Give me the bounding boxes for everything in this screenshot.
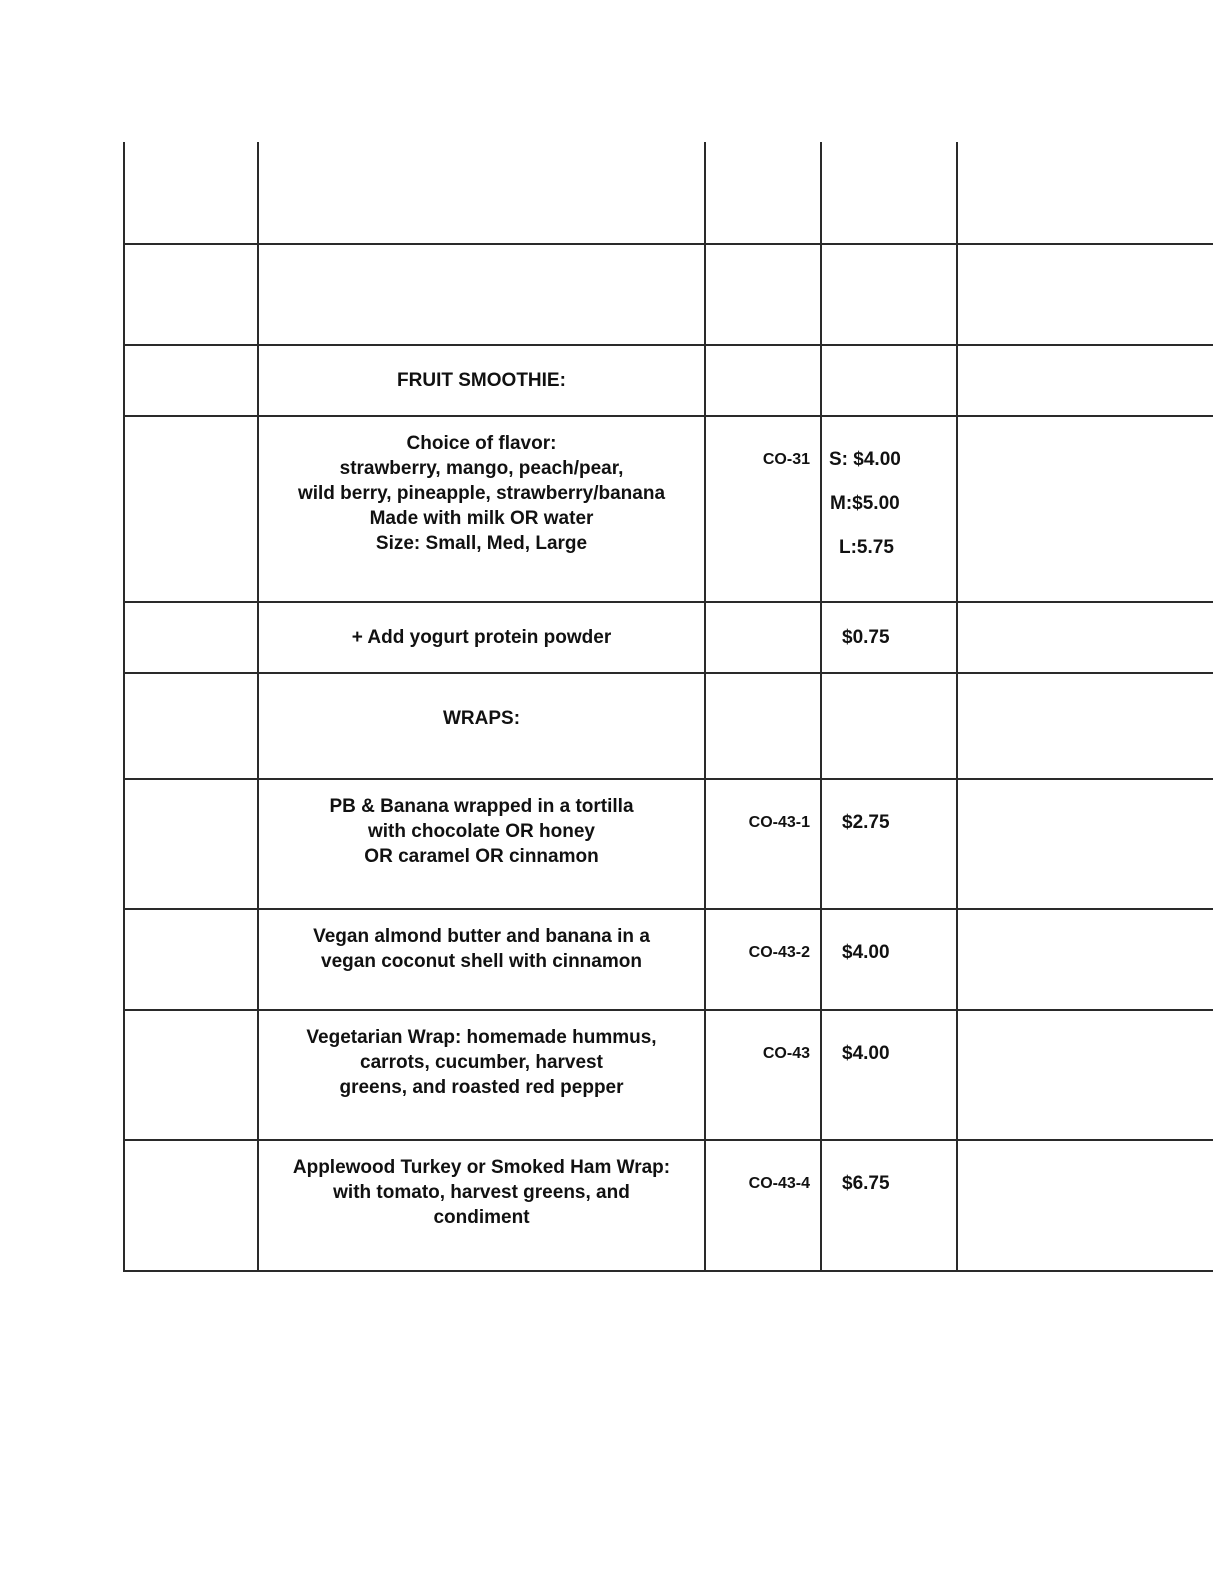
price-cell	[821, 142, 957, 244]
item-code: CO-31	[705, 416, 821, 602]
description-line: greens, and roasted red pepper	[339, 1077, 624, 1098]
description-cell	[258, 142, 705, 244]
table-row	[124, 1010, 1213, 1140]
table-row	[124, 244, 1213, 345]
table-row	[124, 602, 1213, 673]
row-blank-cell	[124, 602, 258, 673]
description-line: condiment	[433, 1207, 530, 1228]
notes-cell	[957, 244, 1213, 345]
description-line: with tomato, harvest greens, and	[333, 1182, 630, 1203]
price-cell	[821, 673, 957, 779]
description-line: Made with milk OR water	[369, 508, 594, 529]
row-blank-cell	[124, 142, 258, 244]
table-row	[124, 779, 1213, 909]
notes-cell	[957, 779, 1213, 909]
item-code: CO-43-1	[705, 779, 821, 909]
description-line: Vegan almond butter and banana in a	[313, 926, 650, 947]
notes-cell	[957, 909, 1213, 1010]
item-price: $4.00	[821, 1010, 957, 1140]
row-blank-cell	[124, 909, 258, 1010]
description-cell	[258, 779, 705, 909]
table-row	[124, 1140, 1213, 1271]
description-cell	[258, 602, 705, 673]
description-cell	[258, 1010, 705, 1140]
notes-cell	[957, 345, 1213, 416]
row-blank-cell	[124, 416, 258, 602]
notes-cell	[957, 673, 1213, 779]
description-line: carrots, cucumber, harvest	[360, 1052, 603, 1073]
item-price: $2.75	[821, 779, 957, 909]
notes-cell	[957, 1010, 1213, 1140]
item-price: $6.75	[821, 1140, 957, 1271]
item-code: CO-43	[705, 1010, 821, 1140]
table-row	[124, 673, 1213, 779]
row-blank-cell	[124, 244, 258, 345]
table-row	[124, 345, 1213, 416]
price-medium: M:$5.00	[830, 493, 900, 514]
code-cell	[705, 345, 821, 416]
table-row	[124, 142, 1213, 244]
code-cell	[705, 602, 821, 673]
notes-cell	[957, 416, 1213, 602]
row-blank-cell	[124, 345, 258, 416]
notes-cell	[957, 142, 1213, 244]
size-price-list	[822, 449, 956, 559]
description-line: Vegetarian Wrap: homemade hummus,	[306, 1027, 657, 1048]
notes-cell	[957, 1140, 1213, 1271]
section-heading-wraps	[258, 673, 705, 779]
section-heading-text: FRUIT SMOOTHIE:	[397, 370, 566, 391]
code-cell	[705, 244, 821, 345]
item-code: CO-43-2	[705, 909, 821, 1010]
price-small: S: $4.00	[829, 449, 901, 470]
description-cell	[258, 416, 705, 602]
price-cell	[821, 345, 957, 416]
description-cell	[258, 244, 705, 345]
description-line: + Add yogurt protein powder	[351, 627, 612, 648]
row-blank-cell	[124, 1010, 258, 1140]
table-row	[124, 909, 1213, 1010]
price-large: L:5.75	[839, 537, 894, 558]
price-cell	[821, 416, 957, 602]
description-line: vegan coconut shell with cinnamon	[321, 951, 642, 972]
item-code: CO-43-4	[705, 1140, 821, 1271]
price-cell	[821, 244, 957, 345]
menu-table	[123, 142, 1213, 1272]
description-line: OR caramel OR cinnamon	[364, 846, 599, 867]
item-price: $4.00	[821, 909, 957, 1010]
code-cell	[705, 673, 821, 779]
code-cell	[705, 142, 821, 244]
description-line: strawberry, mango, peach/pear,	[339, 458, 624, 479]
row-blank-cell	[124, 779, 258, 909]
description-line: wild berry, pineapple, strawberry/banana	[297, 483, 666, 504]
notes-cell	[957, 602, 1213, 673]
section-heading-smoothie	[258, 345, 705, 416]
description-cell	[258, 1140, 705, 1271]
table-row	[124, 416, 1213, 602]
description-cell	[258, 909, 705, 1010]
section-heading-text: WRAPS:	[442, 708, 521, 729]
description-line: Applewood Turkey or Smoked Ham Wrap:	[292, 1157, 671, 1178]
row-blank-cell	[124, 673, 258, 779]
row-blank-cell	[124, 1140, 258, 1271]
description-line: Size: Small, Med, Large	[375, 533, 588, 554]
description-line: Choice of flavor:	[406, 433, 557, 454]
description-line: with chocolate OR honey	[368, 821, 595, 842]
item-price: $0.75	[821, 602, 957, 673]
description-line: PB & Banana wrapped in a tortilla	[329, 796, 634, 817]
